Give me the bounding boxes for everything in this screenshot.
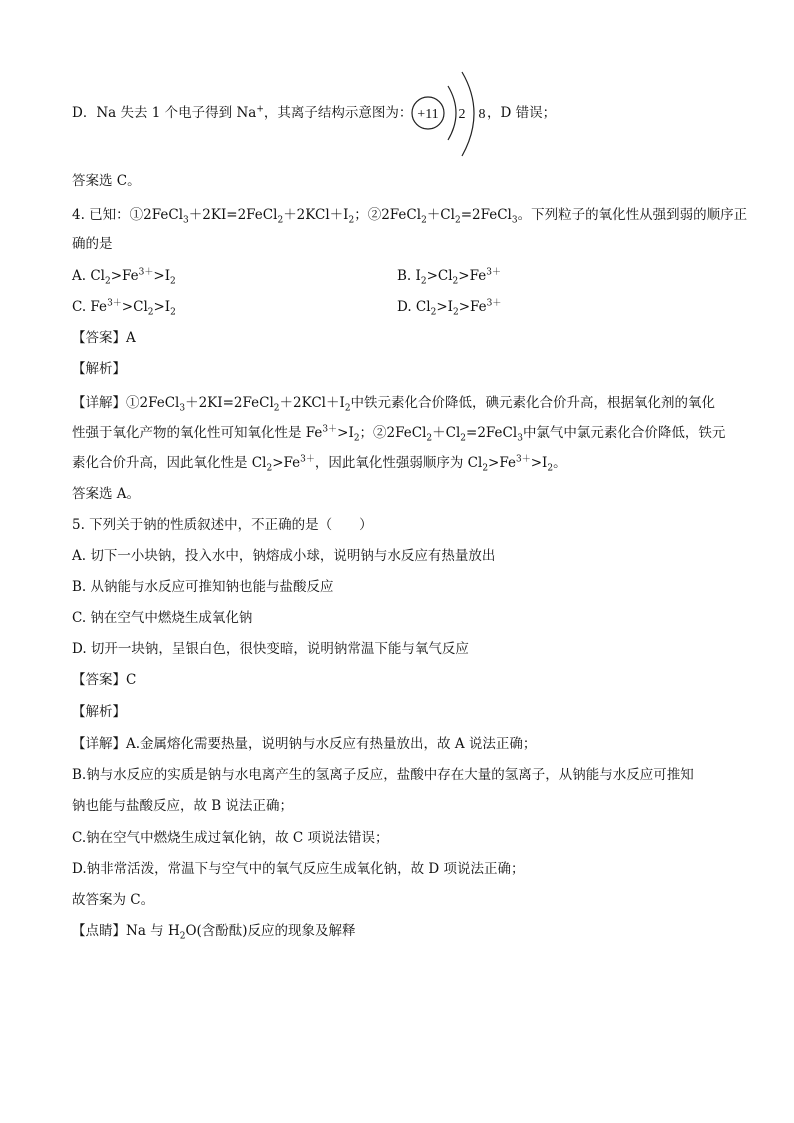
subscript: 2 (353, 433, 360, 444)
option-text: >I (436, 299, 453, 315)
shell-2-electrons: 8 (478, 107, 486, 122)
q4-stem-part: =2FeCl (460, 207, 512, 223)
superscript: 3＋ (486, 267, 501, 278)
subscript: 2 (430, 307, 437, 318)
q4-stem-part: ；②2FeCl (354, 207, 422, 223)
superscript: 3＋ (107, 298, 122, 309)
q5-detail-line3: 钠也能与盐酸反应，故 B 说法正确； (72, 798, 294, 814)
detail-text: A.金属熔化需要热量，说明钠与水反应有热量放出，故 A 说法正确； (126, 736, 537, 752)
q4-stem-part: ＋Cl (426, 207, 455, 223)
option-text: >Fe (110, 268, 139, 284)
detail-text: >Fe (272, 455, 301, 471)
detail-text: ；②2FeCl (359, 425, 427, 441)
q5-answer (72, 670, 136, 690)
subscript: 2 (266, 463, 273, 474)
detail-text: ，因此氧化性强弱顺序为 Cl (314, 455, 483, 471)
subscript: 2 (170, 307, 176, 318)
q5-option-c: C. 钠在空气中燃烧生成氧化钠 (72, 610, 253, 626)
q4-option-a (72, 266, 176, 286)
q4-analysis-label: 【解析】 (72, 361, 126, 377)
q5-detail-line1 (72, 734, 536, 754)
prev-item-d-text-tail: ，其离子结构示意图为： (263, 105, 413, 121)
detail-text: =2FeCl (466, 425, 518, 441)
option-text: B. I (397, 268, 421, 284)
superscript: 3＋ (322, 424, 338, 435)
subscript: 2 (547, 463, 554, 474)
answer-value: A (126, 330, 136, 346)
q4-option-b (397, 266, 501, 286)
q4-option-c (72, 297, 176, 317)
q5-detail-line2: B.钠与水反应的实质是钠与水电离产生的氢离子反应，盐酸中存在大量的氢离子，从钠能与水反应可推知 (72, 767, 694, 783)
subscript: 2 (460, 433, 467, 444)
subscript: 2 (452, 276, 459, 287)
subscript: 2 (426, 433, 433, 444)
q5-option-a: A. 切下一小块钠，投入水中，钠熔成小球，说明钠与水反应有热量放出 (72, 548, 496, 564)
detail-text: >I (337, 425, 354, 441)
subscript: 2 (277, 215, 284, 226)
detail-label: 【详解】 (72, 395, 126, 411)
detail-text: ＋2KCl＋I (279, 395, 345, 411)
subscript: 2 (420, 276, 427, 287)
subscript: 2 (104, 276, 111, 287)
q4-stem-part: 4. 已知：①2FeCl (72, 207, 184, 223)
q4-stem-part: ＋2KCl＋I (283, 207, 349, 223)
subscript: 2 (454, 215, 461, 226)
option-text: D. Cl (397, 299, 431, 315)
q4-stem-part: 。下列粒子的氧化性从强到弱的顺序正 (517, 207, 748, 223)
prev-item-d-suffix: ，D 错误； (487, 105, 557, 121)
detail-label: 【详解】 (72, 736, 126, 752)
option-text: >Cl (426, 268, 453, 284)
q4-answer (72, 328, 136, 348)
subscript: 2 (179, 931, 186, 942)
note-text: O(含酚酞)反应的现象及解释 (185, 923, 356, 939)
q5-analysis-label: 【解析】 (72, 704, 126, 720)
shell-1-electrons: 2 (458, 107, 466, 122)
detail-text: ①2FeCl (126, 395, 180, 411)
detail-text: >I (530, 455, 548, 471)
superscript: 3＋ (300, 454, 315, 465)
q4-detail-line1 (72, 393, 715, 413)
q5-conclusion: 故答案为 C。 (72, 892, 155, 908)
answer-value: C (126, 672, 137, 688)
q5-detail-line5: D.钠非常活泼，常温下与空气中的氧气反应生成氧化钠，故 D 项说法正确； (72, 861, 525, 877)
superscript: 3＋ (515, 454, 531, 465)
nucleus-charge: +11 (417, 107, 439, 122)
subscript: 2 (170, 276, 176, 287)
subscript: 3 (183, 215, 189, 226)
detail-text: 性强于氧化产物的氧化性可知氧化性是 Fe (72, 425, 323, 441)
subscript: 3 (511, 215, 518, 226)
subscript: 2 (482, 463, 489, 474)
option-text: C. Fe (72, 299, 108, 315)
superscript: + (256, 104, 264, 115)
option-text: >Cl (121, 299, 148, 315)
note-label: 【点睛】 (72, 923, 126, 939)
subscript: 2 (452, 307, 459, 318)
q4-stem-line2: 确的是 (72, 236, 113, 252)
superscript: 3＋ (138, 267, 154, 278)
q5-option-b: B. 从钠能与水反应可推知钠也能与盐酸反应 (72, 579, 334, 595)
q5-detail-line4: C.钠在空气中燃烧生成过氧化钠，故 C 项说法错误； (72, 830, 389, 846)
prev-item-d (72, 103, 412, 123)
q4-option-d (397, 297, 501, 317)
subscript: 2 (147, 307, 154, 318)
detail-text: 中铁元素化合价降低，碘元素化合价升高，根据氧化剂的氧化 (350, 395, 716, 411)
subscript: 2 (344, 403, 351, 414)
prev-item-d-text: D．Na 失去 1 个电子得到 Na (72, 105, 257, 121)
subscript: 3 (179, 403, 186, 414)
prev-conclusion: 答案选 C。 (72, 173, 141, 189)
q5-option-d: D. 切开一块钠，呈银白色，很快变暗，说明钠常温下能与氧气反应 (72, 641, 469, 657)
option-text: >I (153, 268, 171, 284)
electron-shell-arc-1 (448, 86, 456, 140)
detail-text: 。 (553, 455, 567, 471)
sodium-ion-structure-diagram (406, 66, 486, 164)
answer-label: 【答案】 (72, 330, 126, 346)
superscript: 3＋ (486, 298, 502, 309)
answer-label: 【答案】 (72, 672, 126, 688)
q4-detail-line2 (72, 423, 725, 443)
subscript: 3 (517, 433, 523, 444)
note-text: Na 与 H (126, 923, 180, 939)
q4-conclusion: 答案选 A。 (72, 486, 141, 502)
q5-stem: 5. 下列关于钠的性质叙述中，不正确的是（ ） (72, 517, 373, 533)
detail-text: >Fe (488, 455, 516, 471)
option-text: >I (153, 299, 171, 315)
option-text: >Fe (458, 268, 487, 284)
detail-text: ＋2KI=2FeCl (185, 395, 274, 411)
subscript: 2 (421, 215, 427, 226)
detail-text: ＋Cl (432, 425, 461, 441)
q5-note (72, 921, 356, 941)
option-text: >Fe (458, 299, 487, 315)
option-text: A. Cl (72, 268, 105, 284)
detail-text: 素化合价升高，因此氧化性是 Cl (72, 455, 267, 471)
subscript: 2 (273, 403, 280, 414)
detail-text: 中氯气中氯元素化合价降低，铁元 (522, 425, 726, 441)
q4-detail-line3 (72, 453, 567, 473)
q4-stem-part: ＋2KI=2FeCl (188, 207, 278, 223)
subscript: 2 (348, 215, 355, 226)
q4-stem (72, 205, 747, 225)
